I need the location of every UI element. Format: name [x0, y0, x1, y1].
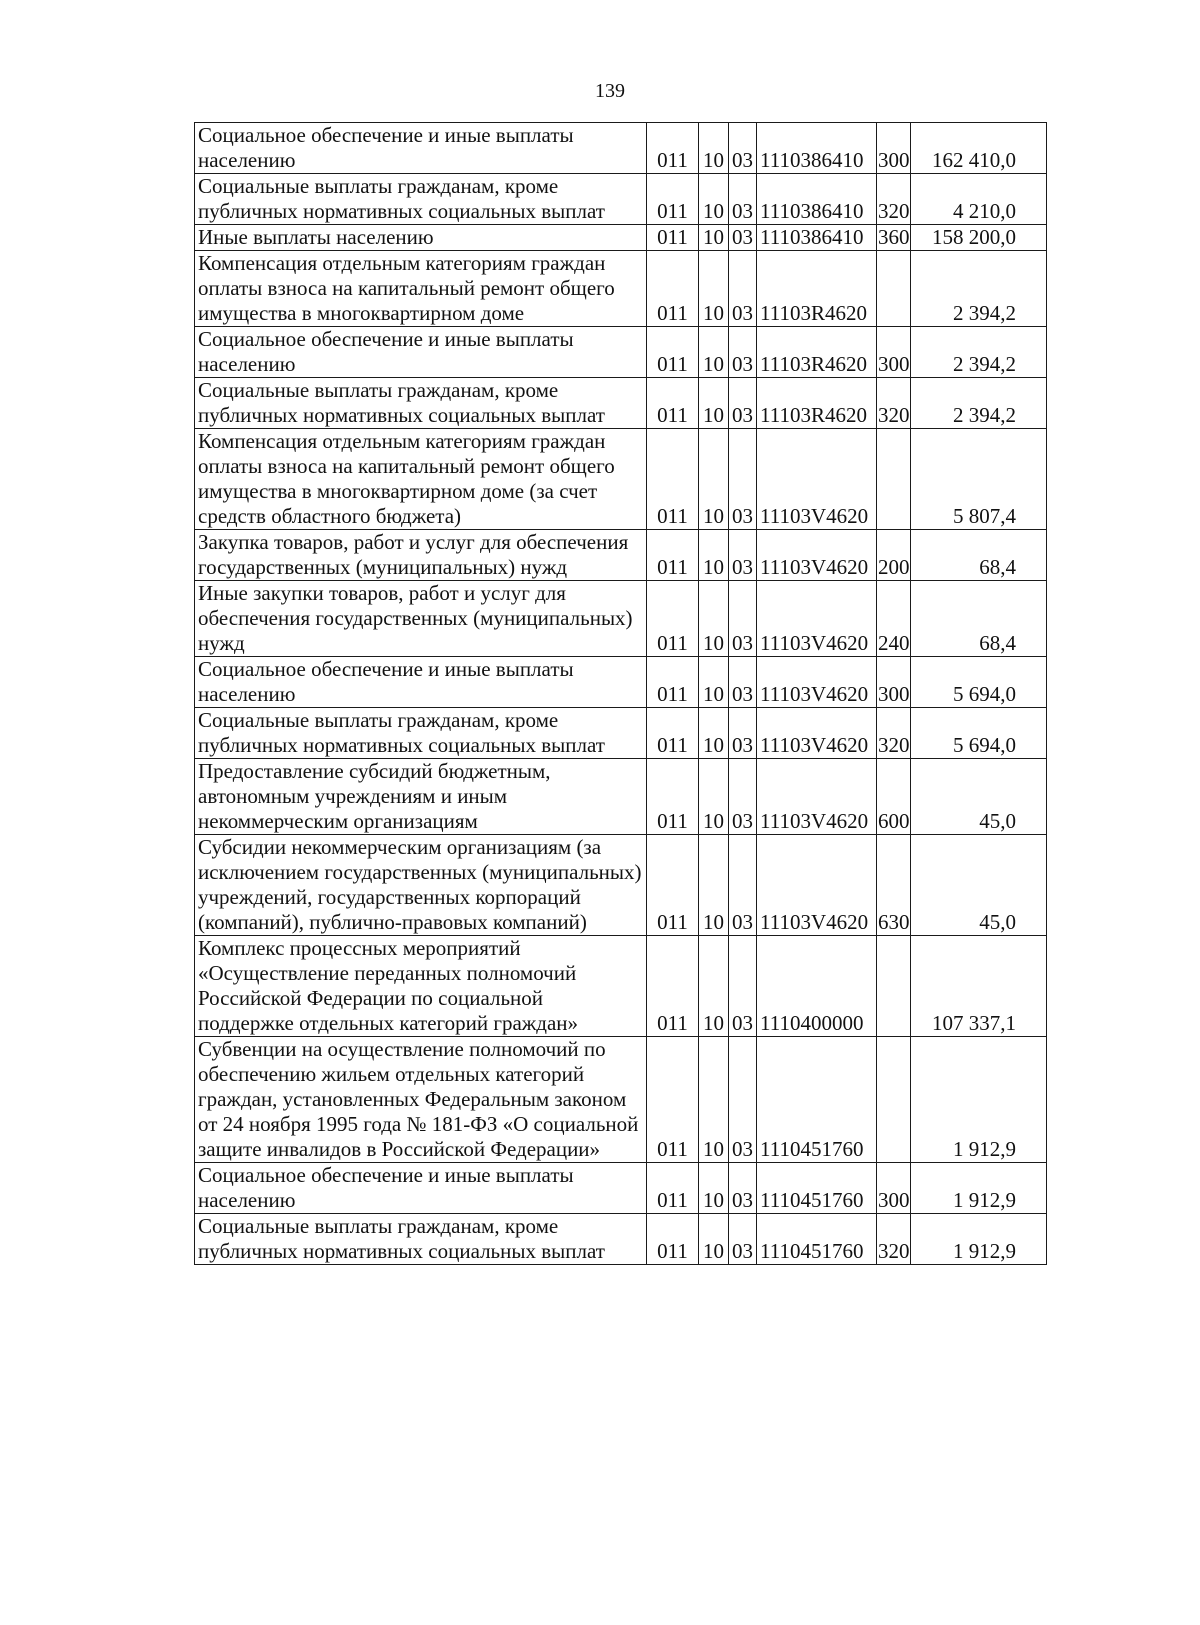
amount-cell: 1 912,9 — [911, 1214, 1047, 1265]
target-article-code-cell: 1110386410 — [757, 123, 877, 174]
table-row — [195, 1214, 1047, 1265]
section-code-cell: 10 — [699, 1214, 729, 1265]
section-code-cell: 10 — [699, 225, 729, 251]
table-row — [195, 708, 1047, 759]
table-row — [195, 378, 1047, 429]
subsection-code-cell: 03 — [729, 1163, 757, 1214]
expense-type-code-cell — [877, 1037, 911, 1163]
target-article-code-cell: 11103V4620 — [757, 657, 877, 708]
expense-type-code-cell: 240 — [877, 581, 911, 657]
amount-cell: 2 394,2 — [911, 327, 1047, 378]
expense-type-code-cell: 320 — [877, 378, 911, 429]
table-row — [195, 429, 1047, 530]
item-name-cell: Социальные выплаты гражданам, кроме публичных нормативных социальных выплат — [195, 1214, 647, 1265]
item-name-cell: Компенсация отдельным категориям граждан оплаты взноса на капитальный ремонт общего имущества в многоквартирном доме (за счет средств областного бюджета) — [195, 429, 647, 530]
section-code-cell: 10 — [699, 378, 729, 429]
amount-cell: 68,4 — [911, 581, 1047, 657]
table-row — [195, 225, 1047, 251]
subsection-code-cell: 03 — [729, 378, 757, 429]
department-code-cell: 011 — [647, 225, 699, 251]
table-row — [195, 123, 1047, 174]
section-code-cell: 10 — [699, 251, 729, 327]
page-number: 139 — [595, 80, 625, 102]
subsection-code-cell: 03 — [729, 429, 757, 530]
table-row — [195, 327, 1047, 378]
amount-cell: 107 337,1 — [911, 936, 1047, 1037]
department-code-cell: 011 — [647, 581, 699, 657]
section-code-cell: 10 — [699, 1163, 729, 1214]
item-name-cell: Социальное обеспечение и иные выплаты населению — [195, 327, 647, 378]
subsection-code-cell: 03 — [729, 759, 757, 835]
section-code-cell: 10 — [699, 708, 729, 759]
section-code-cell: 10 — [699, 123, 729, 174]
department-code-cell: 011 — [647, 1214, 699, 1265]
subsection-code-cell: 03 — [729, 251, 757, 327]
expense-type-code-cell: 320 — [877, 174, 911, 225]
subsection-code-cell: 03 — [729, 1214, 757, 1265]
subsection-code-cell: 03 — [729, 657, 757, 708]
table-row — [195, 759, 1047, 835]
item-name-cell: Компенсация отдельным категориям граждан оплаты взноса на капитальный ремонт общего имущества в многоквартирном доме — [195, 251, 647, 327]
amount-cell: 2 394,2 — [911, 251, 1047, 327]
department-code-cell: 011 — [647, 759, 699, 835]
expense-type-code-cell: 300 — [877, 123, 911, 174]
target-article-code-cell: 11103V4620 — [757, 835, 877, 936]
department-code-cell: 011 — [647, 327, 699, 378]
budget-table-body — [195, 123, 1047, 1265]
target-article-code-cell: 11103R4620 — [757, 251, 877, 327]
amount-cell: 4 210,0 — [911, 174, 1047, 225]
table-row — [195, 936, 1047, 1037]
amount-cell: 5 694,0 — [911, 657, 1047, 708]
table-row — [195, 1163, 1047, 1214]
department-code-cell: 011 — [647, 429, 699, 530]
subsection-code-cell: 03 — [729, 530, 757, 581]
item-name-cell: Комплекс процессных мероприятий «Осуществление переданных полномочий Российской Федерации по социальной поддержке отдельных категорий граждан» — [195, 936, 647, 1037]
department-code-cell: 011 — [647, 708, 699, 759]
expense-type-code-cell — [877, 429, 911, 530]
expense-type-code-cell: 300 — [877, 327, 911, 378]
department-code-cell: 011 — [647, 530, 699, 581]
subsection-code-cell: 03 — [729, 225, 757, 251]
target-article-code-cell: 11103V4620 — [757, 429, 877, 530]
target-article-code-cell: 11103R4620 — [757, 327, 877, 378]
item-name-cell: Социальное обеспечение и иные выплаты населению — [195, 123, 647, 174]
expense-type-code-cell: 360 — [878, 225, 910, 249]
item-name-cell: Закупка товаров, работ и услуг для обеспечения государственных (муниципальных) нужд — [195, 530, 647, 581]
expense-type-code-cell: 300 — [877, 657, 911, 708]
amount-cell: 158 200,0 — [911, 225, 1047, 251]
item-name-cell: Социальные выплаты гражданам, кроме публичных нормативных социальных выплат — [195, 708, 647, 759]
subsection-code-cell: 03 — [729, 581, 757, 657]
expense-type-code-cell: 320 — [877, 708, 911, 759]
amount-cell: 45,0 — [911, 835, 1047, 936]
target-article-code-cell: 1110400000 — [757, 936, 877, 1037]
amount-cell: 45,0 — [911, 759, 1047, 835]
item-name-cell: Предоставление субсидий бюджетным, автономным учреждениям и иным некоммерческим организациям — [195, 759, 647, 835]
section-code-cell: 10 — [699, 327, 729, 378]
expense-type-code-cell: 630 — [877, 835, 911, 936]
target-article-code-cell: 11103V4620 — [757, 530, 877, 581]
subsection-code-cell: 03 — [729, 936, 757, 1037]
table-row — [195, 530, 1047, 581]
subsection-code-cell: 03 — [729, 1037, 757, 1163]
item-name-cell: Иные выплаты населению — [195, 225, 647, 251]
target-article-code-cell: 11103R4620 — [757, 378, 877, 429]
table-row — [195, 1037, 1047, 1163]
section-code-cell: 10 — [699, 530, 729, 581]
subsection-code-cell: 03 — [729, 327, 757, 378]
department-code-cell: 011 — [647, 123, 699, 174]
section-code-cell: 10 — [699, 174, 729, 225]
item-name-cell: Иные закупки товаров, работ и услуг для обеспечения государственных (муниципальных) нужд — [195, 581, 647, 657]
department-code-cell: 011 — [647, 657, 699, 708]
department-code-cell: 011 — [647, 1037, 699, 1163]
subsection-code-cell: 03 — [729, 174, 757, 225]
target-article-code-cell: 11103V4620 — [757, 581, 877, 657]
section-code-cell: 10 — [699, 581, 729, 657]
amount-cell: 1 912,9 — [911, 1163, 1047, 1214]
department-code-cell: 011 — [647, 835, 699, 936]
section-code-cell: 10 — [699, 936, 729, 1037]
target-article-code-cell: 1110451760 — [757, 1163, 877, 1214]
table-row — [195, 174, 1047, 225]
department-code-cell: 011 — [647, 1163, 699, 1214]
budget-table — [194, 122, 1047, 1265]
expense-type-code-cell: 300 — [877, 1163, 911, 1214]
section-code-cell: 10 — [699, 1037, 729, 1163]
target-article-code-cell: 1110451760 — [757, 1037, 877, 1163]
target-article-code-cell: 1110386410 — [757, 225, 877, 251]
item-name-cell: Социальное обеспечение и иные выплаты населению — [195, 1163, 647, 1214]
department-code-cell: 011 — [647, 936, 699, 1037]
item-name-cell: Социальные выплаты гражданам, кроме публичных нормативных социальных выплат — [195, 378, 647, 429]
target-article-code-cell: 11103V4620 — [757, 708, 877, 759]
expense-type-code-cell: 200 — [877, 530, 911, 581]
department-code-cell: 011 — [647, 378, 699, 429]
table-row — [195, 581, 1047, 657]
expense-type-code-cell — [877, 936, 911, 1037]
expense-type-code-cell: 320 — [877, 1214, 911, 1265]
section-code-cell: 10 — [699, 835, 729, 936]
amount-cell: 162 410,0 — [911, 123, 1047, 174]
subsection-code-cell: 03 — [729, 835, 757, 936]
amount-cell: 5 694,0 — [911, 708, 1047, 759]
item-name-cell: Социальные выплаты гражданам, кроме публичных нормативных социальных выплат — [195, 174, 647, 225]
section-code-cell: 10 — [699, 657, 729, 708]
amount-cell: 5 807,4 — [911, 429, 1047, 530]
table-row — [195, 657, 1047, 708]
section-code-cell: 10 — [699, 759, 729, 835]
department-code-cell: 011 — [647, 251, 699, 327]
item-name-cell: Субсидии некоммерческим организациям (за исключением государственных (муниципальных) учреждений, государственных корпораций (компаний), публично-правовых компаний) — [195, 835, 647, 936]
subsection-code-cell: 03 — [729, 123, 757, 174]
target-article-code-cell: 1110451760 — [757, 1214, 877, 1265]
item-name-cell: Социальное обеспечение и иные выплаты населению — [195, 657, 647, 708]
subsection-code-cell: 03 — [729, 708, 757, 759]
amount-cell: 68,4 — [911, 530, 1047, 581]
expense-type-code-cell: 600 — [877, 759, 911, 835]
section-code-cell: 10 — [699, 429, 729, 530]
table-row — [195, 835, 1047, 936]
target-article-code-cell: 1110386410 — [757, 174, 877, 225]
department-code-cell: 011 — [647, 174, 699, 225]
table-row — [195, 251, 1047, 327]
expense-type-code-cell — [877, 251, 911, 327]
amount-cell: 1 912,9 — [911, 1037, 1047, 1163]
item-name-cell: Субвенции на осуществление полномочий по обеспечению жильем отдельных категорий граждан, установленных Федеральным законом от 24 ноября 1995 года № 181-ФЗ «О социальной защите инвалидов в Российской Федерации» — [195, 1037, 647, 1163]
target-article-code-cell: 11103V4620 — [757, 759, 877, 835]
amount-cell: 2 394,2 — [911, 378, 1047, 429]
